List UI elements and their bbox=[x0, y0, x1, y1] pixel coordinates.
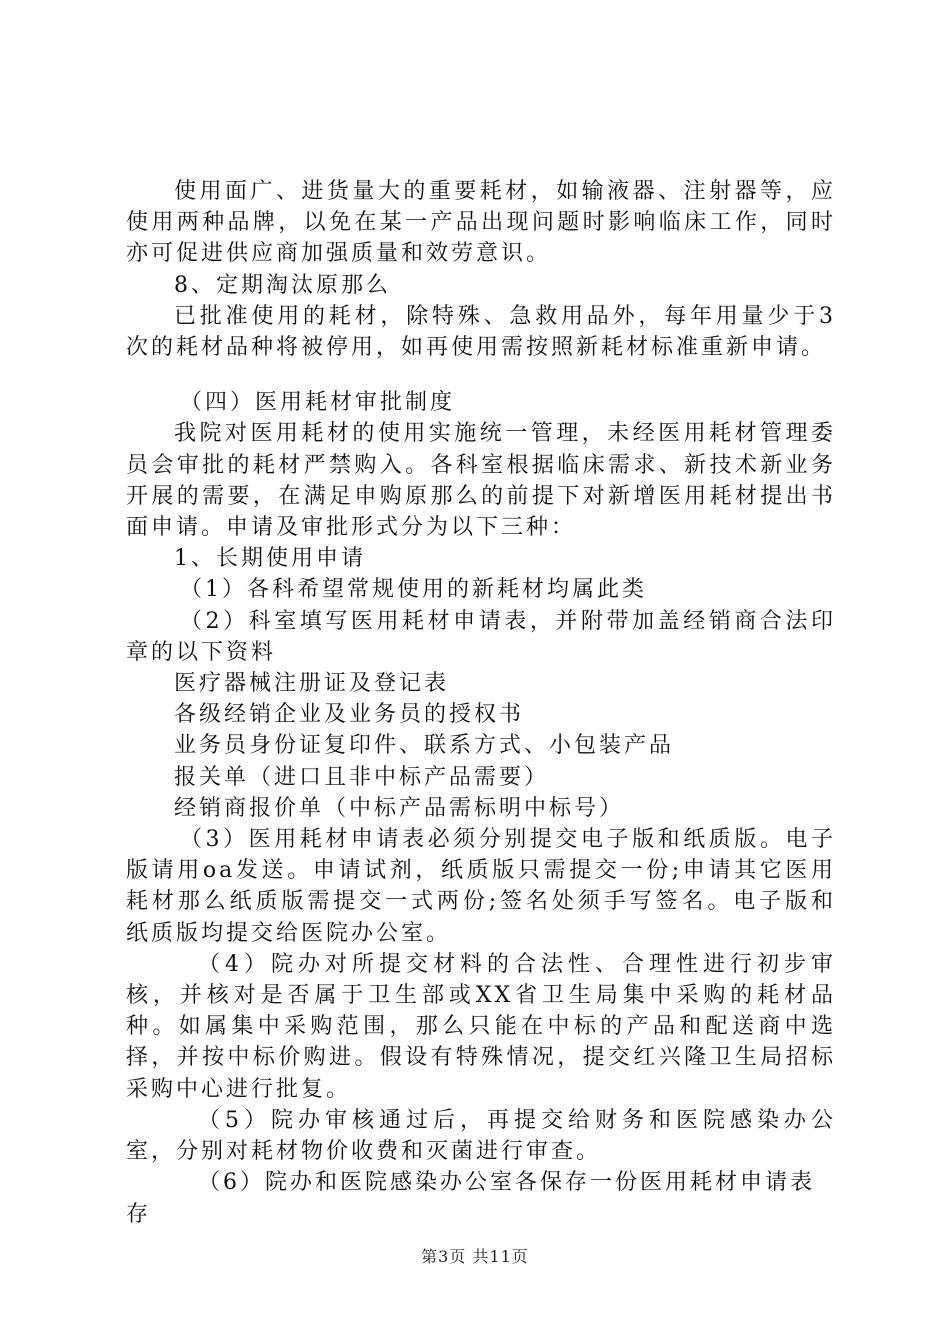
page-number: 第3页 共11页 bbox=[421, 1247, 529, 1266]
list-item-6: （6）院办和医院感染办公室各保存一份医用耗材申请表存 bbox=[126, 1170, 815, 1227]
material-item: 经销商报价单（中标产品需标明中标号） bbox=[174, 795, 625, 821]
list-item-1: （1）各科希望常规使用的新耗材均属此类 bbox=[180, 577, 647, 603]
material-item: 各级经销企业及业务员的授权书 bbox=[174, 702, 525, 728]
subsection-heading-1: 1、长期使用申请 bbox=[174, 546, 366, 572]
paragraph-phaseout: 已批准使用的耗材，除特殊、急救用品外，每年用量少于3次的耗材品种将被停用，如再使用需按照新耗材标准重新申请。 bbox=[126, 303, 836, 361]
paragraph-brand-policy: 使用面广、进货量大的重要耗材，如输液器、注射器等，应使用两种品牌，以免在某一产品出现问题时影响临床工作，同时亦可促进供应商加强质量和效劳意识。 bbox=[126, 179, 836, 267]
document-body bbox=[126, 176, 836, 1230]
material-item: 医疗器械注册证及登记表 bbox=[174, 671, 450, 697]
section-heading-4: （四）医用耗材审批制度 bbox=[180, 390, 456, 416]
section-heading-8: 8、定期淘汰原那么 bbox=[174, 272, 391, 298]
material-item: 报关单（进口且非中标产品需要） bbox=[174, 764, 550, 790]
list-item-4: （4）院办对所提交材料的合法性、合理性进行初步审核，并核对是否属于卫生部或XX省卫生局集中采购的耗材品种。如属集中采购范围，那么只能在中标的产品和配送商中选择，并按中标价购进。假设有特殊情况，提交红兴隆卫生局招标采购中心进行批复。 bbox=[126, 951, 836, 1102]
paragraph-gap bbox=[126, 363, 836, 387]
list-item-2: （2）科室填写医用耗材申请表，并附带加盖经销商合法印章的以下资料 bbox=[126, 608, 836, 665]
paragraph-approval-intro: 我院对医用耗材的使用实施统一管理，未经医用耗材管理委员会审批的耗材严禁购入。各科室根据临床需求、新技术新业务开展的需要，在满足申购原那么的前提下对新增医用耗材提出书面申请。申请及审批形式分为以下三种： bbox=[126, 421, 836, 541]
list-item-3: （3）医用耗材申请表必须分别提交电子版和纸质版。电子版请用oa发送。申请试剂，纸质版只需提交一份;申请其它医用耗材那么纸质版需提交一式两份;签名处须手写签名。电子版和纸质版均提交给医院办公室。 bbox=[126, 827, 836, 946]
list-item-5: （5）院办审核通过后，再提交给财务和医院感染办公室，分别对耗材物价收费和灭菌进行审查。 bbox=[126, 1107, 836, 1165]
material-item: 业务员身份证复印件、联系方式、小包装产品 bbox=[174, 733, 675, 759]
